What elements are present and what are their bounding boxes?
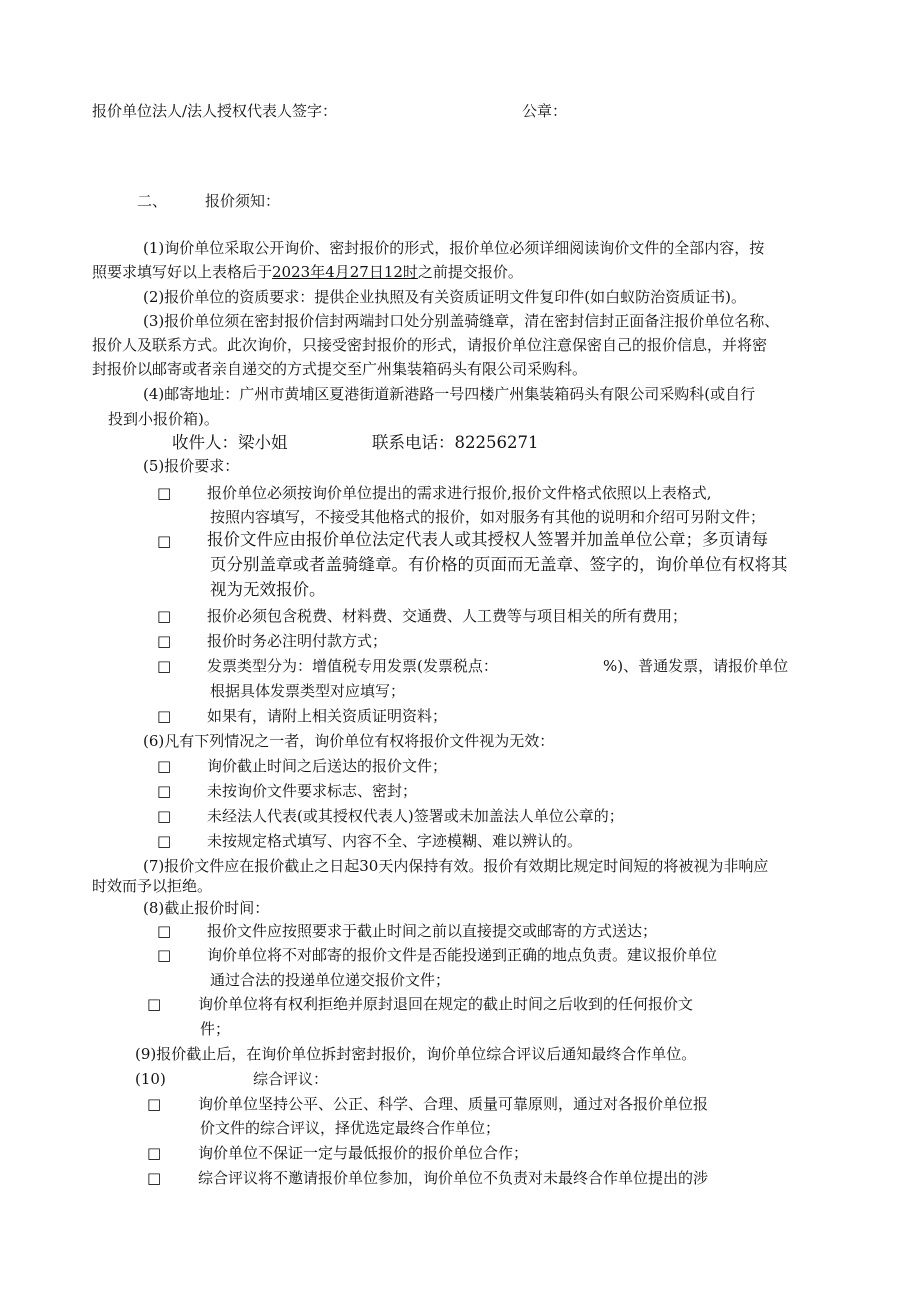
- checkbox: □: [157, 657, 172, 675]
- req-5-line-2: 根据具体发票类型对应填写；: [210, 682, 406, 700]
- deadline-date: 2023年4月27日12时: [272, 263, 418, 281]
- item-2: (2)报价单位的资质要求：提供企业执照及有关资质证明文件复印件(如白蚁防治资质证书)。: [143, 288, 746, 306]
- item-10-number: (10): [135, 1070, 166, 1088]
- recipient: 收件人：梁小姐: [172, 433, 288, 452]
- section-title: 报价须知：: [205, 192, 281, 210]
- item-4-line-1: (4)邮寄地址：广州市黄埔区夏港街道新港路一号四楼广州集装箱码头有限公司采购科(或自行: [143, 385, 756, 403]
- item-1-tail: 之前提交报价。: [417, 263, 523, 281]
- req-3: 报价必须包含税费、材料费、交通费、人工费等与项目相关的所有费用；: [207, 607, 688, 625]
- checkbox: □: [147, 1169, 162, 1187]
- item-5-head: (5)报价要求：: [143, 457, 240, 475]
- checkbox: □: [157, 532, 172, 550]
- item-8-head: (8)截止报价时间：: [143, 899, 270, 917]
- deadline-3-line-1: 询价单位将有权利拒绝并原封退回在规定的截止时间之后收到的任何报价文: [198, 995, 694, 1013]
- checkbox: □: [147, 1144, 162, 1162]
- seal-label: 公章：: [522, 102, 568, 120]
- section-number: 二、: [137, 192, 168, 210]
- item-9: (9)报价截止后，在询价单位拆封密封报价，询价单位综合评议后通知最终合作单位。: [135, 1045, 697, 1063]
- item-4-line-2: 投到小报价箱)。: [108, 410, 219, 428]
- item-7-line-2: 时效而予以拒绝。: [92, 877, 213, 895]
- checkbox: □: [157, 832, 172, 850]
- item-1-line-1: (1)询价单位采取公开询价、密封报价的形式，报价单位必须详细阅读询价文件的全部内容，按: [143, 239, 765, 257]
- checkbox: □: [147, 1095, 162, 1113]
- req-2-line-3: 视为无效报价。: [210, 580, 326, 599]
- checkbox: □: [157, 922, 172, 940]
- checkbox: □: [157, 757, 172, 775]
- req-2-line-2: 页分别盖章或者盖骑缝章。有价格的页面而无盖章、签字的，询价单位有权将其: [210, 555, 788, 574]
- req-5-line-1a: 发票类型分为：增值税专用发票(发票税点：: [207, 657, 498, 675]
- checkbox: □: [147, 995, 162, 1013]
- review-1-line-1: 询价单位坚持公平、公正、科学、合理、质量可靠原则，通过对各报价单位报: [198, 1095, 709, 1113]
- req-4: 报价时务必注明付款方式；: [207, 632, 388, 650]
- item-3-line-3: 封报价以邮寄或者亲自递交的方式提交至广州集装箱码头有限公司采购科。: [92, 360, 588, 378]
- review-1-line-2: 价文件的综合评议，择优选定最终合作单位；: [200, 1119, 501, 1137]
- req-6: 如果有，请附上相关资质证明资料；: [207, 707, 448, 725]
- review-2: 询价单位不保证一定与最低报价的报价单位合作；: [198, 1144, 529, 1162]
- req-1-line-1: 报价单位必须按询价单位提出的需求进行报价,报价文件格式依照以上表格式,: [207, 484, 712, 502]
- checkbox: □: [157, 632, 172, 650]
- deadline-1: 报价文件应按照要求于截止时间之前以直接提交或邮寄的方式送达；: [207, 922, 658, 940]
- invalid-1: 询价截止时间之后送达的报价文件；: [207, 757, 448, 775]
- checkbox: □: [157, 484, 172, 502]
- invalid-3: 未经法人代表(或其授权代表人)签署或未加盖法人单位公章的；: [207, 807, 624, 825]
- item-1-line-2: [92, 262, 523, 282]
- item-10-head: 综合评议：: [253, 1070, 329, 1088]
- req-1-line-2: 按照内容填写，不接受其他格式的报价，如对服务有其他的说明和介绍可另附文件；: [210, 508, 766, 526]
- deadline-2-line-2: 通过合法的投递单位递交报价文件；: [210, 971, 451, 989]
- checkbox: □: [157, 707, 172, 725]
- req-5-line-1b: %)、普通发票，请报价单位: [603, 657, 789, 675]
- item-6-head: (6)凡有下列情况之一者，询价单位有权将报价文件视为无效：: [143, 732, 555, 750]
- checkbox: □: [157, 607, 172, 625]
- checkbox: □: [157, 807, 172, 825]
- deadline-2-line-1: 询价单位将不对邮寄的报价文件是否能投递到正确的地点负责。建议报价单位: [207, 946, 718, 964]
- item-3-line-1: (3)报价单位须在密封报价信封两端封口处分别盖骑缝章，清在密封信封正面备注报价单位名称、: [143, 312, 780, 330]
- req-2-line-1: 报价文件应由报价单位法定代表人或其授权人签署并加盖单位公章；多页请每: [207, 530, 768, 549]
- signature-label: 报价单位法人/法人授权代表人签字：: [92, 102, 338, 120]
- item-1-text: 照要求填写好以上表格后于: [92, 263, 273, 281]
- checkbox: □: [157, 782, 172, 800]
- item-7-line-1: (7)报价文件应在报价截止之日起30天内保持有效。报价有效期比规定时间短的将被视为非响应: [143, 857, 769, 875]
- item-3-line-2: 报价人及联系方式。此次询价，只接受密封报价的形式，请报价单位注意保密自己的报价信息，并将密: [92, 336, 768, 354]
- deadline-3-line-2: 件；: [200, 1020, 231, 1038]
- invalid-2: 未按询价文件要求标志、密封；: [207, 782, 418, 800]
- review-3: 综合评议将不邀请报价单位参加，询价单位不负责对未最终合作单位提出的涉: [198, 1169, 709, 1187]
- checkbox: □: [157, 946, 172, 964]
- contact-phone: 联系电话：82256271: [372, 433, 539, 452]
- invalid-4: 未按规定格式填写、内容不全、字迹模糊、难以辨认的。: [207, 832, 583, 850]
